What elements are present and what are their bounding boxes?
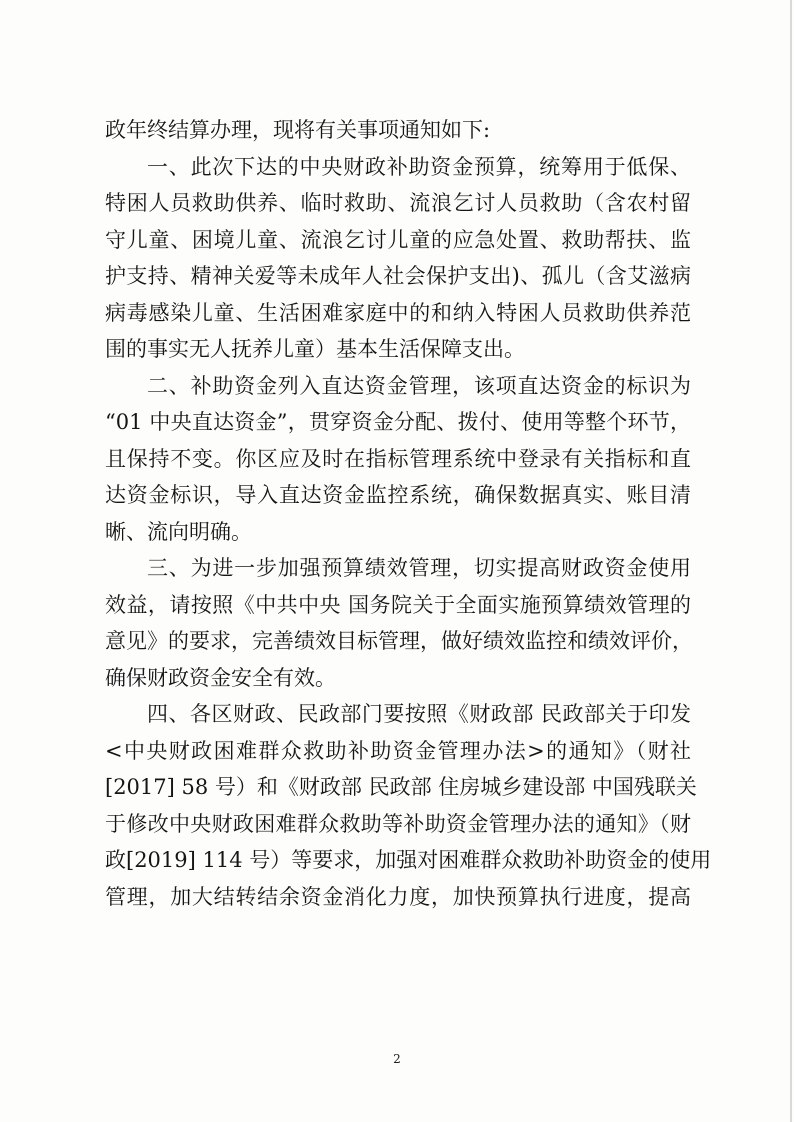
text-line: [2017] 58 号）和《财政部 民政部 住房城乡建设部 中国残联关 — [105, 775, 697, 799]
page-number: 2 — [393, 1052, 401, 1066]
text-line: 政年终结算办理，现将有关事项通知如下: — [105, 118, 491, 142]
text-line: 一、此次下达的中央财政补助资金预算，统筹用于低保、 — [147, 154, 691, 179]
text-line: 病毒感染儿童、生活困难家庭中的和纳入特困人员救助供养范 — [105, 300, 691, 325]
text-line: <中央财政困难群众救助补助资金管理办法>的通知》（财社 — [105, 738, 691, 763]
text-line: 三、为进一步加强预算绩效管理，切实提高财政资金使用 — [147, 556, 691, 580]
text-line: 围的事实无人抚养儿童）基本生活保障支出。 — [105, 337, 525, 361]
text-line: 意见》的要求，完善绩效目标管理，做好绩效监控和绩效评价， — [105, 629, 693, 653]
text-line: 四、各区财政、民政部门要按照《财政部 民政部关于印发 — [147, 702, 691, 726]
text-line: 管理，加大结转结余资金消化力度，加快预算执行进度，提高 — [105, 884, 691, 909]
text-line: 确保财政资金安全有效。 — [105, 665, 336, 690]
text-line: 效益，请按照《中共中央 国务院关于全面实施预算绩效管理的 — [105, 592, 691, 617]
text-line: 守儿童、困境儿童、流浪乞讨儿童的应急处置、救助帮扶、监 — [105, 227, 691, 252]
text-line: 二、补助资金列入直达资金管理，该项直达资金的标识为 — [147, 373, 691, 398]
text-line: 达资金标识，导入直达资金监控系统，确保数据真实、账目清 — [105, 483, 691, 507]
text-line: 护支持、精神关爱等未成年人社会保护支出)、孤儿（含艾滋病 — [105, 264, 691, 288]
text-line: 晰、流向明确。 — [105, 519, 252, 544]
text-line: 政[2019] 114 号）等要求，加强对困难群众救助补助资金的使用 — [105, 848, 712, 872]
text-line: 且保持不变。你区应及时在指标管理系统中登录有关指标和直 — [105, 446, 691, 471]
body-text — [105, 112, 712, 915]
page-edge — [790, 0, 792, 1122]
text-line: 特困人员救助供养、临时救助、流浪乞讨人员救助（含农村留 — [105, 191, 691, 215]
text-line: “01 中央直达资金”，贯穿资金分配、拨付、使用等整个环节， — [105, 410, 691, 434]
text-line: 于修改中央财政困难群众救助等补助资金管理办法的通知》（财 — [105, 811, 691, 836]
